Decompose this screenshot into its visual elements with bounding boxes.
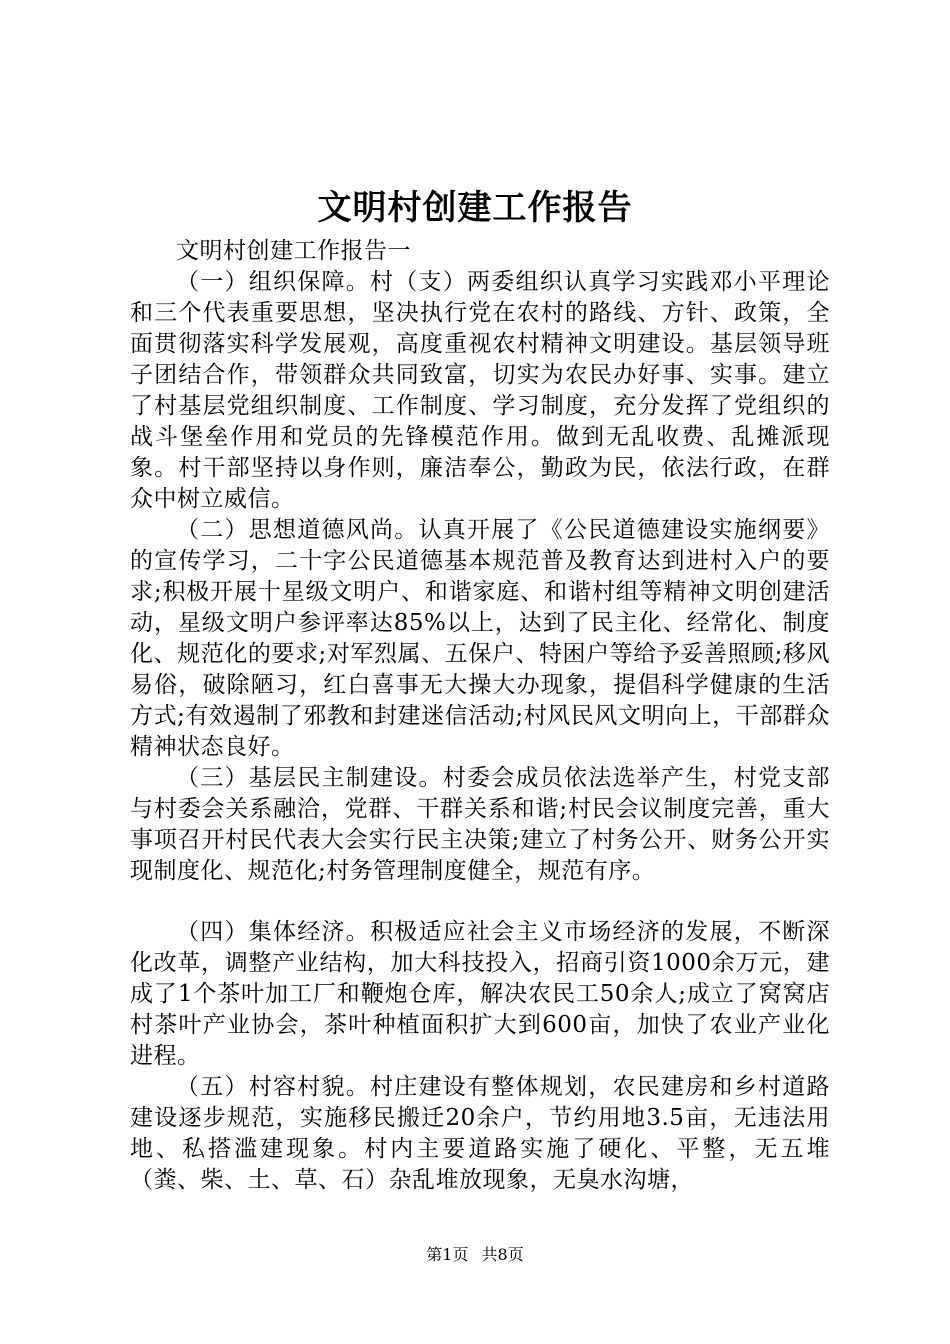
document-subtitle: 文明村创建工作报告一 <box>176 238 411 264</box>
page-number-total: 共8页 <box>481 1245 524 1264</box>
page-footer <box>0 1244 950 1266</box>
paragraph-economy: （四）集体经济。积极适应社会主义市场经济的发展，不断深化改革，调整产业结构，加大科技投入，招商引资1000余万元，建成了1个茶叶加工厂和鞭炮仓库，解决农民工50余人;成立了窝窝店村茶叶产业协会，茶叶种植面积扩大到600亩，加快了农业产业化进程。 <box>130 919 830 1069</box>
document-title: 文明村创建工作报告 <box>317 188 633 228</box>
paragraph-morality: （二）思想道德风尚。认真开展了《公民道德建设实施纲要》的宣传学习，二十字公民道德基本规范普及教育达到进村入户的要求;积极开展十星级文明户、和谐家庭、和谐村组等精神文明创建活动，星级文明户参评率达85%以上，达到了民主化、经常化、制度化、规范化的要求;对军烈属、五保户、特困户等给予妥善照顾;移风易俗，破除陋习，红白喜事无大操大办现象，提倡科学健康的生活方式;有效遏制了邪教和封建迷信活动;村风民风文明向上，干部群众精神状态良好。 <box>130 517 830 760</box>
paragraph-organization: （一）组织保障。村（支）两委组织认真学习实践邓小平理论和三个代表重要思想，坚决执行党在农村的路线、方针、政策，全面贯彻落实科学发展观，高度重视农村精神文明建设。基层领导班子团结合作，带领群众共同致富，切实为农民办好事、实事。建立了村基层党组织制度、工作制度、学习制度，充分发挥了党组织的战斗堡垒作用和党员的先锋模范作用。做到无乱收费、乱摊派现象。村干部坚持以身作则，廉洁奉公，勤政为民，依法行政，在群众中树立威信。 <box>130 269 830 512</box>
document-body <box>130 236 830 1196</box>
paragraph-village-appearance: （五）村容村貌。村庄建设有整体规划，农民建房和乡村道路建设逐步规范，实施移民搬迁20余户，节约用地3.5亩，无违法用地、私搭滥建现象。村内主要道路实施了硬化、平整，无五堆（粪、柴、土、草、石）杂乱堆放现象，无臭水沟塘， <box>130 1074 830 1193</box>
page-number-current: 第1页 <box>426 1245 469 1264</box>
paragraph-democracy: （三）基层民主制建设。村委会成员依法选举产生，村党支部与村委会关系融洽，党群、干群关系和谐;村民会议制度完善，重大事项召开村民代表大会实行民主决策;建立了村务公开、财务公开实现制度化、规范化;村务管理制度健全，规范有序。 <box>130 765 830 884</box>
paragraph-spacer <box>130 887 830 917</box>
